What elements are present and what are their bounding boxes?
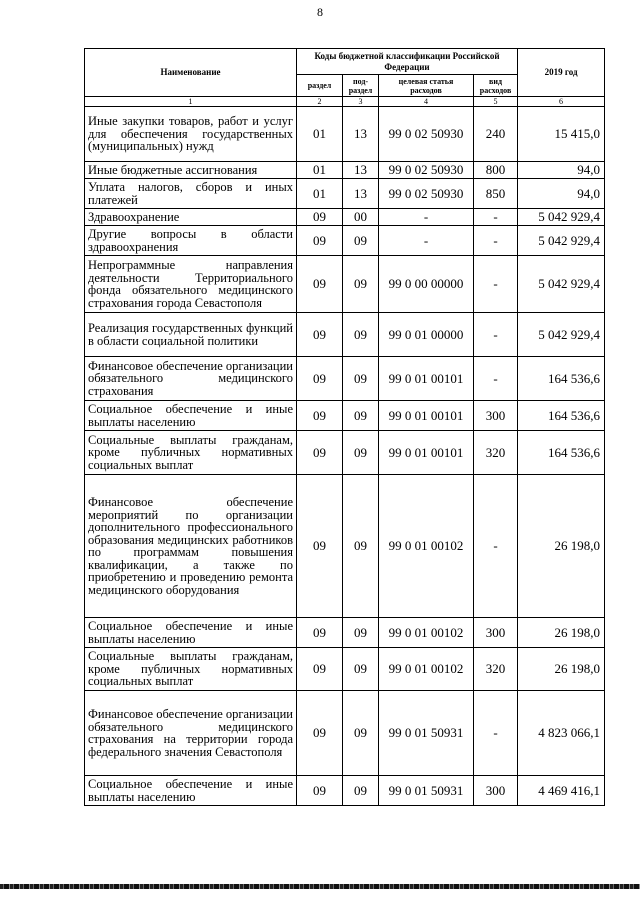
table-row	[85, 162, 605, 179]
row-sum: 26 198,0	[518, 618, 605, 648]
table-row	[85, 691, 605, 776]
row-sum: 5 042 929,4	[518, 313, 605, 357]
table-row	[85, 618, 605, 648]
row-tselevaya: 99 0 01 50931	[379, 776, 474, 806]
row-sum: 164 536,6	[518, 401, 605, 431]
row-sum: 94,0	[518, 179, 605, 209]
row-podrazdel: 09	[343, 256, 379, 313]
row-vid: -	[474, 357, 518, 401]
col-number: 4	[379, 97, 474, 107]
column-number-row	[85, 97, 605, 107]
row-razdel: 09	[297, 313, 343, 357]
row-name: Финансовое обеспечение мероприятий по организации дополнительного профессионального образования медицинских работников по программам повышения квалификации, а также по приобретению и проведению ремонта медицинского оборудования	[85, 475, 297, 618]
row-sum: 26 198,0	[518, 648, 605, 691]
row-tselevaya: 99 0 01 00101	[379, 431, 474, 475]
row-tselevaya: -	[379, 226, 474, 256]
row-name: Социальное обеспечение и иные выплаты населению	[85, 776, 297, 806]
header-codes: Коды бюджетной классификации Российской Федерации	[297, 49, 518, 75]
table-row	[85, 256, 605, 313]
row-podrazdel: 09	[343, 357, 379, 401]
row-razdel: 09	[297, 256, 343, 313]
row-vid: -	[474, 209, 518, 226]
row-tselevaya: 99 0 01 00102	[379, 648, 474, 691]
row-podrazdel: 09	[343, 691, 379, 776]
row-podrazdel: 00	[343, 209, 379, 226]
row-sum: 26 198,0	[518, 475, 605, 618]
row-vid: -	[474, 691, 518, 776]
page-number: 8	[317, 5, 323, 19]
row-podrazdel: 09	[343, 401, 379, 431]
table-row	[85, 776, 605, 806]
row-razdel: 01	[297, 107, 343, 162]
row-name: Непрограммные направления деятельности Территориального фонда обязательного медицинского страхования города Севастополя	[85, 256, 297, 313]
table-row	[85, 226, 605, 256]
row-name: Финансовое обеспечение организации обязательного медицинского страхования	[85, 357, 297, 401]
row-name: Социальное обеспечение и иные выплаты населению	[85, 401, 297, 431]
col-number: 3	[343, 97, 379, 107]
row-name: Иные бюджетные ассигнования	[85, 162, 297, 179]
row-sum: 5 042 929,4	[518, 226, 605, 256]
row-tselevaya: 99 0 01 00101	[379, 357, 474, 401]
row-razdel: 09	[297, 776, 343, 806]
row-vid: 300	[474, 618, 518, 648]
row-sum: 5 042 929,4	[518, 209, 605, 226]
row-vid: 850	[474, 179, 518, 209]
scan-edge-line	[0, 884, 640, 889]
row-podrazdel: 09	[343, 313, 379, 357]
table-row	[85, 475, 605, 618]
row-name: Финансовое обеспечение организации обязательного медицинского страхования на территории города федерального значения Севастополя	[85, 691, 297, 776]
header-year: 2019 год	[518, 49, 605, 97]
row-name: Социальное обеспечение и иные выплаты населению	[85, 618, 297, 648]
row-sum: 5 042 929,4	[518, 256, 605, 313]
col-number: 5	[474, 97, 518, 107]
table-body	[85, 107, 605, 806]
budget-table	[84, 48, 605, 806]
row-tselevaya: 99 0 02 50930	[379, 179, 474, 209]
table-row	[85, 107, 605, 162]
row-tselevaya: 99 0 01 50931	[379, 691, 474, 776]
row-sum: 15 415,0	[518, 107, 605, 162]
row-vid: -	[474, 226, 518, 256]
row-podrazdel: 09	[343, 431, 379, 475]
row-razdel: 01	[297, 179, 343, 209]
table-row	[85, 179, 605, 209]
table-row	[85, 431, 605, 475]
row-podrazdel: 09	[343, 618, 379, 648]
row-razdel: 09	[297, 209, 343, 226]
col-number: 6	[518, 97, 605, 107]
row-tselevaya: 99 0 02 50930	[379, 162, 474, 179]
row-razdel: 09	[297, 691, 343, 776]
col-number: 1	[85, 97, 297, 107]
row-vid: -	[474, 256, 518, 313]
row-podrazdel: 09	[343, 776, 379, 806]
row-name: Социальные выплаты гражданам, кроме публичных нормативных социальных выплат	[85, 648, 297, 691]
row-sum: 4 469 416,1	[518, 776, 605, 806]
table-row	[85, 209, 605, 226]
row-razdel: 09	[297, 226, 343, 256]
row-sum: 164 536,6	[518, 431, 605, 475]
row-tselevaya: 99 0 01 00102	[379, 618, 474, 648]
header-tselevaya: целевая статья расходов	[379, 75, 474, 97]
row-vid: -	[474, 475, 518, 618]
row-name: Здравоохранение	[85, 209, 297, 226]
row-name: Социальные выплаты гражданам, кроме публичных нормативных социальных выплат	[85, 431, 297, 475]
row-vid: -	[474, 313, 518, 357]
row-podrazdel: 13	[343, 162, 379, 179]
table-row	[85, 357, 605, 401]
row-razdel: 09	[297, 401, 343, 431]
row-vid: 240	[474, 107, 518, 162]
row-name: Уплата налогов, сборов и иных платежей	[85, 179, 297, 209]
row-razdel: 09	[297, 648, 343, 691]
row-vid: 300	[474, 776, 518, 806]
col-number: 2	[297, 97, 343, 107]
header-razdel: раздел	[297, 75, 343, 97]
table-row	[85, 648, 605, 691]
row-vid: 320	[474, 648, 518, 691]
header-vid: вид расходов	[474, 75, 518, 97]
row-podrazdel: 09	[343, 475, 379, 618]
row-sum: 94,0	[518, 162, 605, 179]
row-vid: 320	[474, 431, 518, 475]
row-podrazdel: 09	[343, 226, 379, 256]
row-tselevaya: 99 0 01 00101	[379, 401, 474, 431]
header-name: Наименование	[85, 49, 297, 97]
row-tselevaya: 99 0 01 00000	[379, 313, 474, 357]
row-name: Другие вопросы в области здравоохранения	[85, 226, 297, 256]
row-razdel: 09	[297, 431, 343, 475]
table-row	[85, 313, 605, 357]
row-name: Реализация государственных функций в области социальной политики	[85, 313, 297, 357]
row-tselevaya: -	[379, 209, 474, 226]
row-name: Иные закупки товаров, работ и услуг для обеспечения государственных (муниципальных) нужд	[85, 107, 297, 162]
table-row	[85, 401, 605, 431]
row-razdel: 09	[297, 475, 343, 618]
row-sum: 164 536,6	[518, 357, 605, 401]
row-tselevaya: 99 0 02 50930	[379, 107, 474, 162]
row-sum: 4 823 066,1	[518, 691, 605, 776]
header-podrazdel: под-раздел	[343, 75, 379, 97]
row-tselevaya: 99 0 00 00000	[379, 256, 474, 313]
row-vid: 300	[474, 401, 518, 431]
row-razdel: 09	[297, 357, 343, 401]
row-podrazdel: 13	[343, 179, 379, 209]
row-tselevaya: 99 0 01 00102	[379, 475, 474, 618]
row-podrazdel: 09	[343, 648, 379, 691]
row-razdel: 09	[297, 618, 343, 648]
row-vid: 800	[474, 162, 518, 179]
row-razdel: 01	[297, 162, 343, 179]
row-podrazdel: 13	[343, 107, 379, 162]
